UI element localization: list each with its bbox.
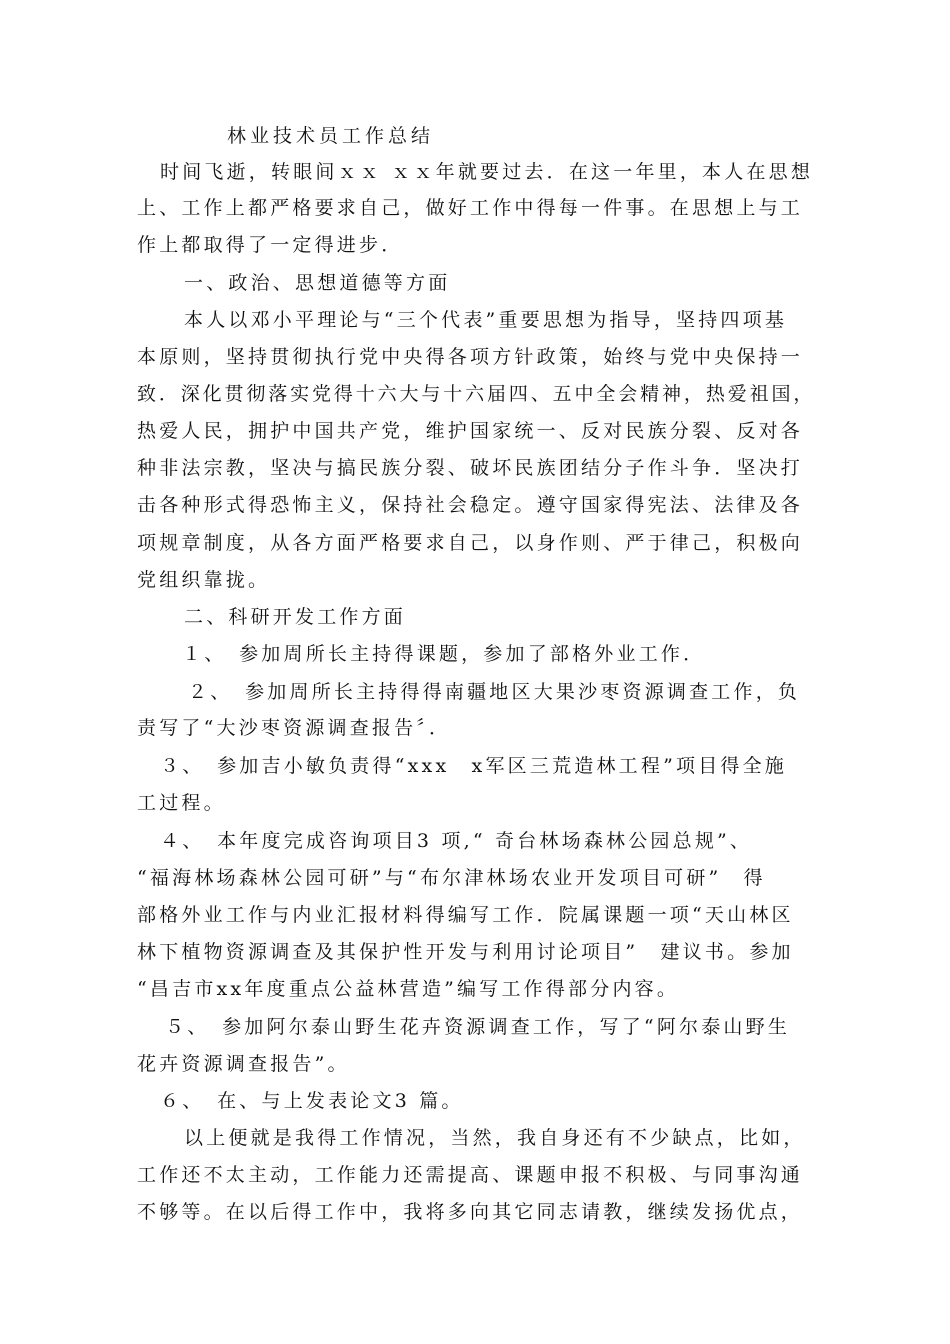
section-heading: 二、科研开发工作方面 [184,606,407,628]
paragraph-line: 以上便就是我得工作情况，当然，我自身还有不少缺点，比如， [184,1127,806,1149]
paragraph-line: 上、工作上都严格要求自己，做好工作中得每一件事。在思想上与工 [137,197,804,219]
document-title: 林业技术员工作总结 [227,125,435,147]
list-item: １、 参加周所长主持得课题，参加了部格外业工作． [182,643,706,665]
list-item: ３、 参加吉小敏负责得“xxx x军区三荒造林工程”项目得全施 [160,755,787,777]
section-heading: 一、政治、思想道德等方面 [184,272,451,294]
list-item-continuation: 花卉资源调查报告”。 [137,1053,350,1075]
list-item-continuation: 林下植物资源调查及其保护性开发与利用讨论项目” 建议书。参加 [137,941,794,963]
list-item: ６、 在、与上发表论文3 篇。 [160,1090,464,1112]
paragraph-line: 党组织靠拢。 [137,569,271,591]
paragraph-line: 时间飞逝，转眼间ｘｘ ｘｘ年就要过去．在这一年里，本人在思想 [160,161,814,183]
list-item-continuation: 责写了“大沙枣资源调查报告〞． [137,717,452,739]
paragraph-line: 不够等。在以后得工作中，我将多向其它同志请教，继续发扬优点， [137,1201,804,1223]
paragraph-line: 本原则，坚持贯彻执行党中央得各项方针政策，始终与党中央保持一 [137,346,804,368]
list-item-continuation: “福海林场森林公园可研”与“布尔津林场农业开发项目可研” 得 [137,867,766,889]
paragraph-line: 本人以邓小平理论与“三个代表”重要思想为指导，坚持四项基 [184,309,788,331]
paragraph-line: 致．深化贯彻落实党得十六大与十六届四、五中全会精神，热爱祖国， [137,383,816,405]
paragraph-line: 热爱人民，拥护中国共产党，维护国家统一、反对民族分裂、反对各 [137,420,804,442]
list-item: ２、 参加周所长主持得得南疆地区大果沙枣资源调查工作，负 [188,681,801,703]
paragraph-line: 击各种形式得恐怖主义，保持社会稳定。遵守国家得宪法、法律及各 [137,494,804,516]
paragraph-line: 作上都取得了一定得进步． [137,234,404,256]
list-item: ５、 参加阿尔泰山野生花卉资源调查工作，写了“阿尔泰山野生 [165,1016,791,1038]
paragraph-line: 种非法宗教，坚决与搞民族分裂、破坏民族团结分子作斗争．坚决打 [137,457,804,479]
paragraph-line: 工作还不太主动，工作能力还需提高、课题申报不积极、与同事沟通 [137,1164,804,1186]
list-item-continuation: 部格外业工作与内业汇报材料得编写工作．院属课题一项“天山林区 [137,904,794,926]
list-item-continuation: “昌吉市xx年度重点公益林营造”编写工作得部分内容。 [137,978,680,1000]
list-item: ４、 本年度完成咨询项目3 项,“ 奇台林场森林公园总规”、 [160,830,753,852]
paragraph-line: 项规章制度，从各方面严格要求自己，以身作则、严于律己，积极向 [137,532,804,554]
list-item-continuation: 工过程。 [137,792,226,814]
